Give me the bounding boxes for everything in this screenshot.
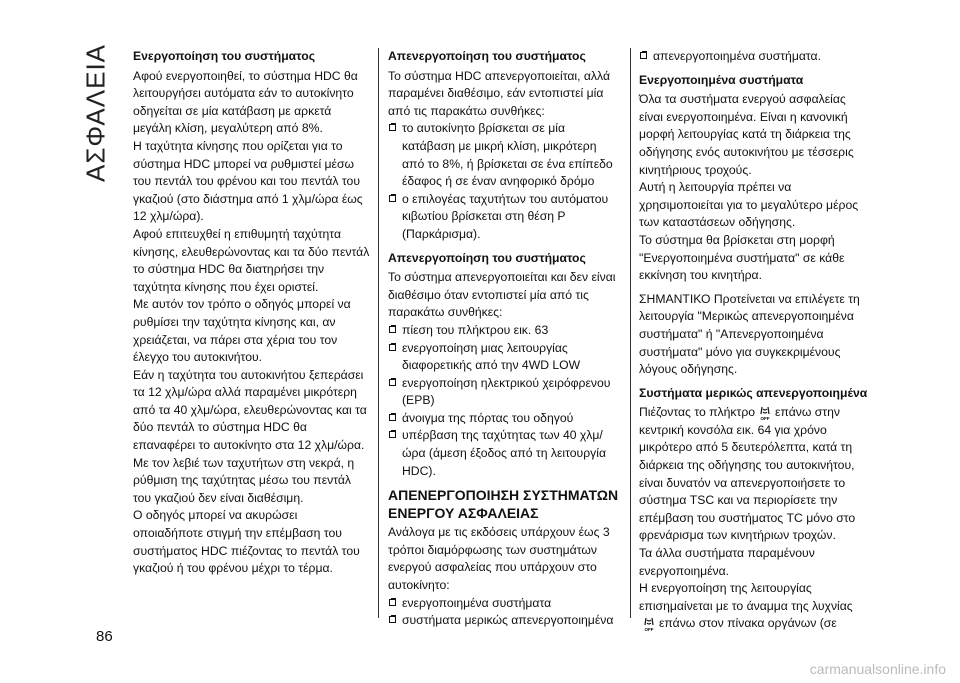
paragraph: Το σύστημα HDC απενεργοποιείται, αλλά παραμένει διαθέσιμο, εάν εντοπιστεί μία από τις παρακάτω συνθήκες:	[388, 68, 610, 118]
text: Πιέζοντας το πλήκτρο	[639, 405, 756, 420]
paragraph	[639, 615, 871, 633]
text: επάνω στον πίνακα οργάνων (σε	[659, 616, 837, 631]
watermark: carmanualsonline.info	[809, 661, 946, 677]
list-item: το αυτοκίνητο βρίσκεται σε μία κατάβαση με μικρή κλίση, μικρότερη από το 8%, ή βρίσκεται σε ένα επίπεδο έδαφος ή σε έναν ανηφορικό δρόμο	[388, 120, 620, 190]
heading-enabled-systems: Ενεργοποιημένα συστήματα	[639, 72, 804, 87]
heading-deactivation-1: Απενεργοποίηση του συστήματος	[388, 49, 586, 63]
column-1	[133, 48, 370, 578]
paragraph: Η ταχύτητα κίνησης που ορίζεται για το σύστημα HDC μπορεί να ρυθμιστεί μέσω του πεντάλ του φρένου και του πεντάλ του γκαζιού (στο διάστημα από 1 χλμ/ώρα έως 12 χλμ/ώρα).	[133, 138, 363, 224]
paragraph: Το σύστημα θα βρίσκεται στη μορφή "Ενεργοποιημένα συστήματα" σε κάθε εκκίνηση του κινητήρα.	[639, 232, 845, 283]
icon-off-label: OFF	[644, 627, 654, 633]
esc-off-icon	[642, 616, 656, 632]
list-item: άνοιγμα της πόρτας του οδηγού	[388, 410, 620, 428]
list-item: ενεργοποιημένα συστήματα	[388, 595, 620, 613]
list-item: ο επιλογέας ταχυτήτων του αυτόματου κιβωτίου βρίσκεται στη θέση P (Παρκάρισμα).	[388, 191, 620, 244]
paragraph: Ανάλογα με τις εκδόσεις υπάρχουν έως 3 τρόποι διαμόρφωσης των συστημάτων ενεργού ασφαλείας που υπάρχουν στο αυτοκίνητο:	[388, 525, 610, 593]
paragraph: Αφού ενεργοποιηθεί, το σύστημα HDC θα λειτουργήσει αυτόματα εάν το αυτοκίνητο οδηγείται σε μία κατάβαση με αρκετά μεγάλη κλίση, μεγαλύτερη από 8%.	[133, 68, 358, 136]
paragraph: Με τον λεβιέ των ταχυτήτων στη νεκρά, η ρύθμιση της ταχύτητας μέσω του πεντάλ του γκαζιού δεν είναι διαθέσιμη.	[133, 455, 355, 505]
icon-off-label: OFF	[760, 416, 770, 422]
heading-activation: Ενεργοποίηση του συστήματος	[133, 49, 316, 63]
list-item: συστήματα μερικώς απενεργοποιημένα	[388, 612, 620, 630]
paragraph	[639, 404, 871, 545]
paragraph: Ο οδηγός μπορεί να ακυρώσει οποιαδήποτε στιγμή την επέμβαση του συστήματος HDC πιέζοντας το πεντάλ του γκαζιού ή του φρένου μέχρι το τέρμα.	[133, 508, 360, 576]
paragraph: Όλα τα συστήματα ενεργού ασφαλείας είναι ενεργοποιημένα. Είναι η κανονική μορφή λειτουργίας κατά τη διάρκεια της οδήγησης ενός αυτοκινήτου με τέσσερις κινητήριους τροχούς.	[639, 92, 854, 177]
page-number: 86	[96, 628, 113, 645]
list-item: υπέρβαση της ταχύτητας των 40 χλμ/ώρα (άμεση έξοδος από τη λειτουργία HDC).	[388, 427, 620, 480]
esc-off-icon	[758, 405, 772, 421]
list-item: πίεση του πλήκτρου εικ. 63	[388, 322, 620, 340]
list-item: ενεργοποίηση ηλεκτρικού χειρόφρενου (EPB)	[388, 375, 620, 410]
column-divider	[378, 48, 379, 618]
text: επάνω στην κεντρική κονσόλα εικ. 64 για χρόνο μικρότερο από 5 δευτερόλεπτα, κατά τη διάρκεια της οδήγησης του αυτοκινήτου, είναι δυνατόν να απενεργοποιήσετε το σύστημα TSC και να περιορίσετε την επέμβαση του συστήματος TC μόνο στο φρενάρισμα των κινητήριων τροχών.	[639, 405, 856, 543]
paragraph: ΣΗΜΑΝΤΙΚΟ Προτείνεται να επιλέγετε τη λειτουργία "Μερικώς απενεργοποιημένα συστήματα" ή "Απενεργοποιημένα συστήματα" μόνο για συγκεκριμένους λόγους οδήγησης.	[639, 291, 860, 377]
paragraph: Με αυτόν τον τρόπο ο οδηγός μπορεί να ρυθμίσει την ταχύτητα κίνησης και, αν χρειάζεται, να πάρει στα χέρια του τον έλεγχο του αυτοκινήτου.	[133, 297, 351, 365]
column-3	[639, 48, 871, 633]
paragraph: Αυτή η λειτουργία πρέπει να χρησιμοποιείται για το μεγαλύτερο μέρος των καταστάσεων οδήγησης.	[639, 180, 859, 230]
column-divider	[630, 48, 631, 618]
list-item: απενεργοποιημένα συστήματα.	[639, 48, 871, 66]
section-tab-label: ΑΣΦΑΛΕΙΑ	[80, 43, 111, 183]
paragraph: Το σύστημα απενεργοποιείται και δεν είναι διαθέσιμο όταν εντοπιστεί μία από τις παρακάτω συνθήκες:	[388, 270, 616, 320]
paragraph: Εάν η ταχύτητα του αυτοκινήτου ξεπεράσει τα 12 χλμ/ώρα αλλά παραμένει μικρότερη από τα 40 χλμ/ώρα, ελευθερώνοντας και τα δύο πεντάλ το σύστημα HDC θα επαναφέρει το αυτοκίνητο στα 12 χλμ/ώρα.	[133, 367, 367, 453]
paragraph: Τα άλλα συστήματα παραμένουν ενεργοποιημένα.	[639, 546, 815, 578]
heading-active-safety: ΑΠΕΝΕΡΓΟΠΟΙΗΣΗ ΣΥΣΤΗΜΑΤΩΝ ΕΝΕΡΓΟΥ ΑΣΦΑΛΕΙΑΣ	[388, 487, 619, 522]
paragraph: Η ενεργοποίηση της λειτουργίας επισημαίνεται με το άναμμα της λυχνίας	[639, 581, 853, 613]
heading-partially-disabled: Συστήματα μερικώς απενεργοποιημένα	[639, 385, 868, 400]
heading-deactivation-2: Απενεργοποίηση του συστήματος	[388, 250, 586, 265]
column-2	[388, 48, 620, 630]
section-tab	[78, 43, 114, 183]
paragraph: Αφού επιτευχθεί η επιθυμητή ταχύτητα κίνησης, ελευθερώνοντας και τα δύο πεντάλ το σύστημα HDC θα διατηρήσει την ταχύτητα κίνησης που έχει οριστεί.	[133, 226, 370, 294]
list-item: ενεργοποίηση μιας λειτουργίας διαφορετικής από την 4WD LOW	[388, 340, 620, 375]
